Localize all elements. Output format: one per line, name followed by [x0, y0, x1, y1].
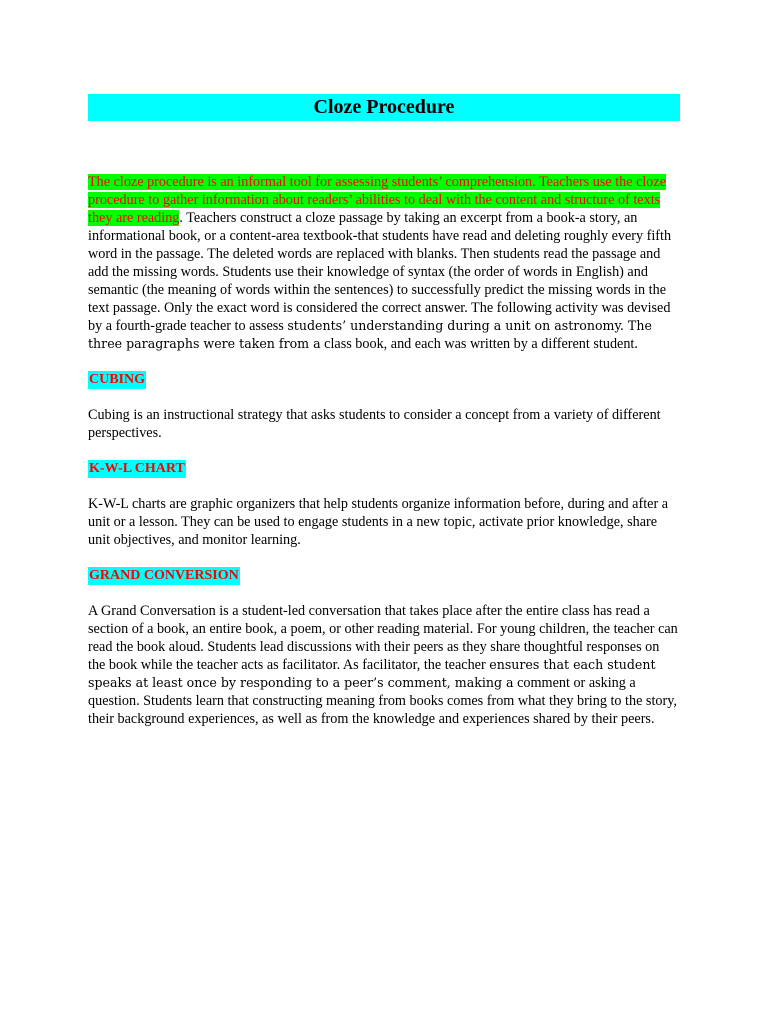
grand-text-part1: A Grand Conversation is a student-led conversation that takes place after the entire class has read a section of a book, an entire book, a poem, or other reading material. For young children, the teacher can read the book aloud. Students lead discussions with their peers as they share thoughtful responses on the book while the teacher acts as facilitator. As facilitator, the teacher: [88, 603, 678, 673]
intro-text-part1: . Teachers construct a cloze passage by taking an excerpt from a book-a story, an informational book, or a content-area textbook-that students have read and deleting roughly every fifth word in the passage. The deleted words are replaced with blanks. Then students read the passage and add the missing words. Students use their knowledge of syntax (the order of words in English) and semantic (the meaning of words within the sentences) to successfully predict the missing words in the text passage. Only the exact word is considered the correct answer. The following activity was devised by a fourth-grade teacher to assess: [88, 210, 672, 334]
intro-text-part2: students’ understanding during a unit on astronomy. The three paragraphs were taken from a: [88, 318, 652, 351]
document-page: [88, 94, 680, 728]
grand-text-part2: ensures that each student speaks at least once by responding to a peer’s comment, making a: [88, 657, 656, 690]
grand-text-part3: comment or asking a question. Students learn that constructing meaning from books comes from what they bring to the story, their background experiences, as well as from the knowledge and experiences shared by their peers.: [88, 675, 677, 727]
intro-paragraph: [88, 173, 680, 353]
highlighted-text: The cloze procedure is an informal tool for assessing students’ comprehension. Teachers use the cloze procedure to gather information about readers’ abilities to deal with the content and structure of texts they are reading: [88, 174, 667, 226]
section-kwl-chart: [88, 459, 680, 478]
section-text-kwl-chart: K-W-L charts are graphic organizers that help students organize information before, during and after a unit or a lesson. They can be used to engage students in a new topic, activate prior knowledge, share unit objectives, and monitor learning.: [88, 496, 669, 548]
section-cubing: [88, 370, 680, 389]
section-heading-kwl-chart: K-W-L CHART: [89, 461, 185, 476]
section-text-grand-conversion: [88, 602, 680, 728]
page-title: Cloze Procedure: [88, 94, 680, 121]
section-heading-grand-conversion: GRAND CONVERSION: [89, 568, 239, 583]
section-grand-conversion: [88, 566, 680, 585]
section-text-cubing: Cubing is an instructional strategy that asks students to consider a concept from a variety of different perspectives.: [88, 407, 661, 441]
section-heading-cubing: CUBING: [89, 372, 146, 387]
intro-text-part3: class book, and each was written by a different student.: [320, 336, 638, 352]
